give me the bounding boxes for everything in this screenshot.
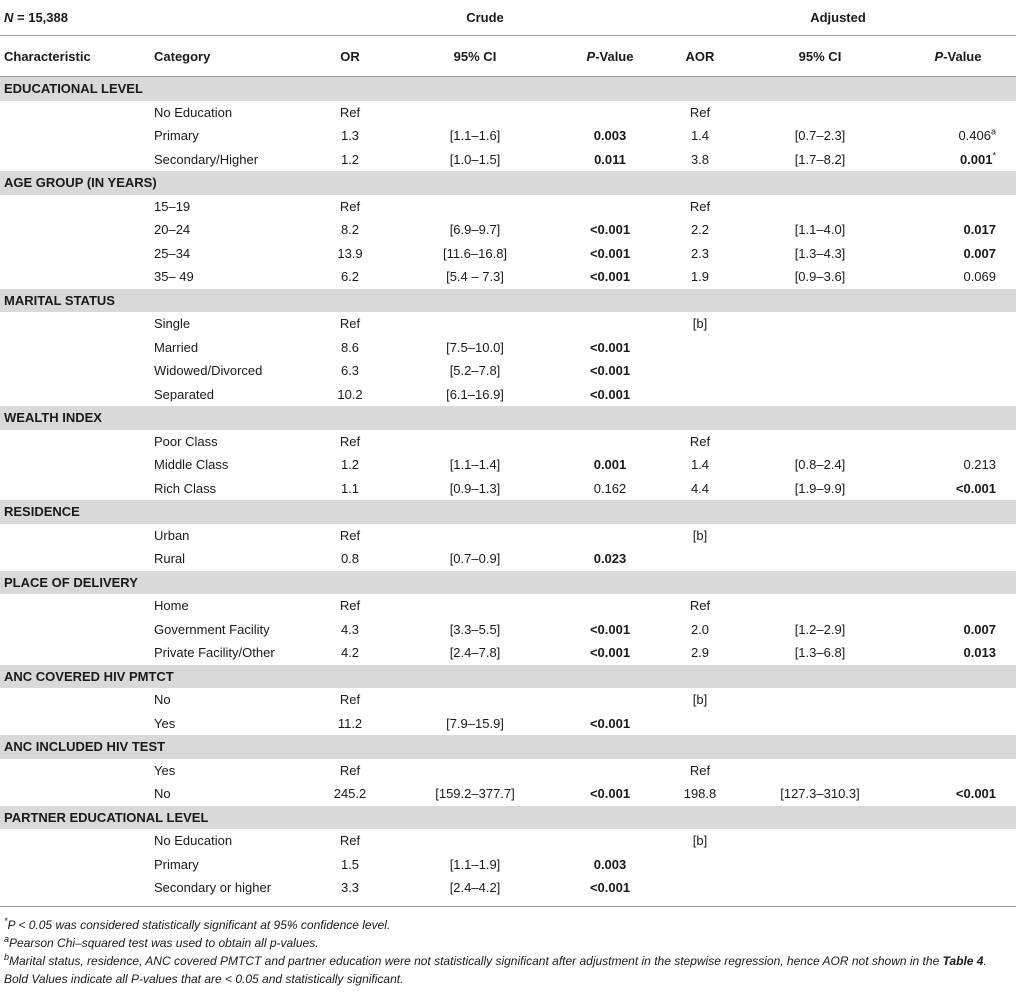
- cell-or: 4.3: [340, 621, 360, 637]
- cell-p: 0.001: [593, 457, 627, 473]
- cell-characteristic: [0, 312, 150, 336]
- footnote-a: $^a$Pearson Chi–squared test was used to obtain all p-values.: [4, 933, 319, 950]
- cell-characteristic: [0, 101, 150, 125]
- section-title: ANC INCLUDED HIV TEST: [0, 735, 1016, 759]
- cell-category: No: [154, 786, 171, 802]
- cell-p-adjusted: [900, 359, 1016, 383]
- table-row: [0, 712, 1016, 736]
- cell-characteristic: [0, 265, 150, 289]
- cell-characteristic: [0, 853, 150, 877]
- cell-p: <0.001: [589, 222, 631, 238]
- cell-ci-adjusted: [740, 383, 900, 407]
- cell-or: 0.8: [340, 551, 360, 567]
- cell-ci: [390, 829, 560, 853]
- cell-aor: 2.2: [690, 222, 710, 238]
- cell-category: Urban: [154, 527, 190, 543]
- table-row: [0, 618, 1016, 642]
- cell-p: [560, 312, 660, 336]
- cell-category: No Education: [154, 833, 233, 849]
- cell-category: Secondary/Higher: [154, 151, 259, 167]
- cell-ci: [390, 195, 560, 219]
- cell-p-adjusted: [900, 195, 1016, 219]
- cell-category: Yes: [154, 715, 176, 731]
- cell-ci: [5.2–7.8]: [449, 363, 501, 379]
- cell-ci-adjusted: [740, 876, 900, 900]
- table-row: [0, 265, 1016, 289]
- cell-ci: [11.6–16.8]: [442, 245, 508, 261]
- table-row: [0, 312, 1016, 336]
- table-row: [0, 148, 1016, 172]
- table-row: [0, 547, 1016, 571]
- cell-category: Government Facility: [154, 621, 270, 637]
- cell-p: <0.001: [589, 880, 631, 896]
- cell-or: Ref: [339, 762, 361, 778]
- cell-category: Middle Class: [154, 457, 229, 473]
- cell-category: Secondary or higher: [154, 880, 272, 896]
- table-row: [0, 101, 1016, 125]
- cell-ci: [2.4–4.2]: [449, 880, 501, 896]
- cell-ci-adjusted: [127.3–310.3]: [780, 786, 860, 802]
- table-row: [0, 383, 1016, 407]
- cell-characteristic: [0, 688, 150, 712]
- cell-p: [560, 195, 660, 219]
- cell-ci: [159.2–377.7]: [435, 786, 515, 802]
- cell-category: No Education: [154, 104, 233, 120]
- cell-p-adjusted: 0.001*: [959, 150, 997, 167]
- section-header: [0, 406, 1016, 430]
- cell-aor: 4.4: [690, 480, 710, 496]
- cell-ci-adjusted: [740, 336, 900, 360]
- cell-p: [560, 829, 660, 853]
- cell-ci-adjusted: [740, 688, 900, 712]
- cell-p: <0.001: [589, 786, 631, 802]
- cell-characteristic: [0, 383, 150, 407]
- cell-p-adjusted: <0.001: [955, 786, 997, 802]
- cell-characteristic: [0, 477, 150, 501]
- cell-characteristic: [0, 547, 150, 571]
- cell-or: 8.6: [340, 339, 360, 355]
- cell-or: 8.2: [340, 222, 360, 238]
- table-body: [0, 77, 1016, 900]
- cell-or: 4.2: [340, 645, 360, 661]
- cell-p: <0.001: [589, 621, 631, 637]
- cell-ci: [6.1–16.9]: [446, 386, 504, 402]
- cell-or: Ref: [339, 527, 361, 543]
- cell-or: Ref: [339, 433, 361, 449]
- table-row: [0, 453, 1016, 477]
- cell-ci-adjusted: [1.7–8.2]: [794, 151, 846, 167]
- cell-p: <0.001: [589, 269, 631, 285]
- section-header: [0, 806, 1016, 830]
- table-row: [0, 195, 1016, 219]
- cell-ci: [7.5–10.0]: [446, 339, 504, 355]
- cell-ci: [390, 101, 560, 125]
- cell-category: 35– 49: [154, 269, 194, 285]
- cell-p-adjusted: 0.013: [963, 645, 997, 661]
- cell-ci: [390, 524, 560, 548]
- cell-or: 10.2: [337, 386, 363, 402]
- cell-or: Ref: [339, 198, 361, 214]
- cell-or: 11.2: [337, 715, 363, 731]
- cell-aor: 3.8: [690, 151, 710, 167]
- cell-ci-adjusted: [740, 524, 900, 548]
- cell-ci-adjusted: [0.8–2.4]: [794, 457, 846, 473]
- cell-p-adjusted: [900, 853, 1016, 877]
- cell-p: [560, 430, 660, 454]
- cell-aor: [660, 547, 740, 571]
- cell-p: [560, 688, 660, 712]
- cell-aor: 1.9: [690, 269, 710, 285]
- cell-p-adjusted: [900, 430, 1016, 454]
- table-row: [0, 336, 1016, 360]
- cell-characteristic: [0, 124, 150, 148]
- col-category: Category: [150, 36, 310, 77]
- section-title: WEALTH INDEX: [0, 406, 1016, 430]
- cell-category: Home: [154, 598, 189, 614]
- cell-ci-adjusted: [740, 853, 900, 877]
- cell-category: Primary: [154, 856, 199, 872]
- cell-p: <0.001: [589, 645, 631, 661]
- cell-aor: 1.4: [690, 457, 710, 473]
- cell-p-adjusted: [900, 336, 1016, 360]
- footnote-star: *P < 0.05 was considered statistically significant at 95% confidence level.: [4, 915, 391, 932]
- cell-characteristic: [0, 641, 150, 665]
- cell-p: [560, 524, 660, 548]
- cell-p: <0.001: [589, 363, 631, 379]
- cell-p-adjusted: [900, 829, 1016, 853]
- table-row: [0, 359, 1016, 383]
- section-title: AGE GROUP (IN YEARS): [0, 171, 1016, 195]
- section-header: [0, 171, 1016, 195]
- section-title: PLACE OF DELIVERY: [0, 571, 1016, 595]
- cell-aor: Ref: [689, 598, 711, 614]
- cell-aor: [660, 712, 740, 736]
- table-row: [0, 829, 1016, 853]
- section-title: MARITAL STATUS: [0, 289, 1016, 313]
- table-row: [0, 477, 1016, 501]
- cell-p: 0.023: [593, 551, 627, 567]
- cell-aor: [660, 336, 740, 360]
- col-characteristic: Characteristic: [0, 36, 150, 77]
- cell-ci: [0.7–0.9]: [449, 551, 501, 567]
- cell-characteristic: [0, 218, 150, 242]
- cell-ci: [1.1–1.6]: [449, 128, 501, 144]
- cell-p-adjusted: [900, 101, 1016, 125]
- cell-ci-adjusted: [740, 594, 900, 618]
- cell-characteristic: [0, 336, 150, 360]
- cell-p-adjusted: <0.001: [955, 480, 997, 496]
- cell-p-adjusted: 0.213: [963, 457, 997, 473]
- col-ci-crude: 95% CI: [390, 36, 560, 77]
- cell-ci: [390, 430, 560, 454]
- cell-ci: [5.4 – 7.3]: [446, 269, 504, 285]
- cell-p-adjusted: [900, 876, 1016, 900]
- section-header: [0, 77, 1016, 101]
- cell-p: <0.001: [589, 715, 631, 731]
- table-row: [0, 759, 1016, 783]
- cell-or: 3.3: [340, 880, 360, 896]
- cell-p-adjusted: [900, 688, 1016, 712]
- cell-ci-adjusted: [1.1–4.0]: [794, 222, 846, 238]
- cell-p-adjusted: [900, 759, 1016, 783]
- cell-category: No: [154, 692, 171, 708]
- cell-p-adjusted: [900, 712, 1016, 736]
- cell-aor: 1.4: [690, 128, 710, 144]
- cell-p: 0.003: [593, 856, 627, 872]
- cell-or: 1.5: [340, 856, 360, 872]
- table-row: [0, 853, 1016, 877]
- cell-aor: [b]: [692, 692, 708, 708]
- cell-characteristic: [0, 195, 150, 219]
- cell-ci: [6.9–9.7]: [449, 222, 501, 238]
- col-p-adjusted: P-Value: [900, 36, 1016, 77]
- cell-ci: [0.9–1.3]: [449, 480, 501, 496]
- cell-ci-adjusted: [740, 829, 900, 853]
- cell-aor: Ref: [689, 762, 711, 778]
- cell-aor: [660, 876, 740, 900]
- cell-characteristic: [0, 782, 150, 806]
- cell-category: Yes: [154, 762, 176, 778]
- header-row-groups: [0, 0, 1016, 36]
- table-row: [0, 242, 1016, 266]
- cell-p-adjusted: [900, 594, 1016, 618]
- cell-characteristic: [0, 876, 150, 900]
- cell-aor: [660, 359, 740, 383]
- footnote-bold-note: Bold Values indicate all P-values that are < 0.05 and statistically significant.: [4, 971, 404, 986]
- cell-characteristic: [0, 453, 150, 477]
- cell-aor: 2.0: [690, 621, 710, 637]
- cell-category: Rural: [154, 551, 186, 567]
- cell-characteristic: [0, 524, 150, 548]
- section-title: RESIDENCE: [0, 500, 1016, 524]
- cell-or: 1.2: [340, 151, 360, 167]
- cell-category: 15–19: [154, 198, 191, 214]
- cell-p-adjusted: 0.406$^a$: [958, 126, 997, 144]
- cell-ci-adjusted: [1.3–4.3]: [794, 245, 846, 261]
- cell-category: Separated: [154, 386, 214, 402]
- table-row: [0, 876, 1016, 900]
- cell-p-adjusted: [900, 547, 1016, 571]
- cell-characteristic: [0, 430, 150, 454]
- cell-p-adjusted: [900, 312, 1016, 336]
- cell-ci: [2.4–7.8]: [449, 645, 501, 661]
- cell-or: 6.2: [340, 269, 360, 285]
- table-reference-link: Table 4: [942, 953, 984, 968]
- cell-aor: 198.8: [683, 786, 717, 802]
- cell-p: [560, 594, 660, 618]
- cell-ci: [1.1–1.4]: [449, 457, 501, 473]
- cell-ci: [390, 759, 560, 783]
- cell-aor: Ref: [689, 198, 711, 214]
- cell-aor: [b]: [692, 833, 708, 849]
- col-ci-adjusted: 95% CI: [740, 36, 900, 77]
- cell-ci: [390, 594, 560, 618]
- cell-aor: [660, 853, 740, 877]
- cell-aor: [b]: [692, 316, 708, 332]
- cell-p: 0.003: [593, 128, 627, 144]
- footnote-marker: *: [992, 150, 997, 161]
- cell-or: 245.2: [333, 786, 367, 802]
- section-header: [0, 500, 1016, 524]
- cell-category: Poor Class: [154, 433, 218, 449]
- cell-p-adjusted: 0.017: [963, 222, 997, 238]
- cell-ci-adjusted: [740, 195, 900, 219]
- cell-characteristic: [0, 712, 150, 736]
- cell-p-adjusted: [900, 524, 1016, 548]
- cell-aor: 2.9: [690, 645, 710, 661]
- cell-ci-adjusted: [740, 359, 900, 383]
- cell-aor: Ref: [689, 433, 711, 449]
- cell-characteristic: [0, 594, 150, 618]
- cell-p: <0.001: [589, 339, 631, 355]
- cell-p: <0.001: [589, 386, 631, 402]
- table-row: [0, 430, 1016, 454]
- cell-or: 1.1: [340, 480, 360, 496]
- section-title: PARTNER EDUCATIONAL LEVEL: [0, 806, 1016, 830]
- table-row: [0, 688, 1016, 712]
- cell-or: Ref: [339, 316, 361, 332]
- cell-ci: [390, 312, 560, 336]
- cell-p: 0.162: [593, 480, 627, 496]
- cell-ci-adjusted: [740, 712, 900, 736]
- cell-aor: Ref: [689, 104, 711, 120]
- section-title: ANC COVERED HIV PMTCT: [0, 665, 1016, 689]
- cell-or: 1.2: [340, 457, 360, 473]
- cell-characteristic: [0, 829, 150, 853]
- cell-ci-adjusted: [740, 101, 900, 125]
- section-header: [0, 571, 1016, 595]
- table-row: [0, 782, 1016, 806]
- adjusted-group-heading: Adjusted: [660, 0, 1016, 36]
- cell-ci-adjusted: [740, 759, 900, 783]
- cell-ci-adjusted: [740, 312, 900, 336]
- cell-p-adjusted: 0.007: [963, 621, 997, 637]
- cell-ci: [3.3–5.5]: [449, 621, 501, 637]
- cell-aor: [660, 383, 740, 407]
- cell-p: [560, 759, 660, 783]
- cell-characteristic: [0, 359, 150, 383]
- cell-category: Primary: [154, 128, 199, 144]
- cell-or: Ref: [339, 104, 361, 120]
- section-title: EDUCATIONAL LEVEL: [0, 77, 1016, 101]
- cell-aor: 2.3: [690, 245, 710, 261]
- cell-ci-adjusted: [740, 547, 900, 571]
- cell-or: Ref: [339, 598, 361, 614]
- cell-or: Ref: [339, 833, 361, 849]
- cell-or: 13.9: [337, 245, 363, 261]
- col-p-crude: P-Value: [560, 36, 660, 77]
- col-aor: AOR: [660, 36, 740, 77]
- cell-category: Married: [154, 339, 199, 355]
- table-row: [0, 641, 1016, 665]
- header-row-columns: [0, 36, 1016, 77]
- table-footnotes: [0, 906, 1016, 988]
- cell-or: Ref: [339, 692, 361, 708]
- cell-or: 6.3: [340, 363, 360, 379]
- cell-ci: [1.0–1.5]: [449, 151, 501, 167]
- cell-ci-adjusted: [740, 430, 900, 454]
- cell-characteristic: [0, 148, 150, 172]
- cell-ci: [1.1–1.9]: [449, 856, 501, 872]
- section-header: [0, 289, 1016, 313]
- cell-p: <0.001: [589, 245, 631, 261]
- cell-ci-adjusted: [1.9–9.9]: [794, 480, 846, 496]
- col-or: OR: [310, 36, 390, 77]
- cell-category: Single: [154, 316, 191, 332]
- cell-ci-adjusted: [0.7–2.3]: [794, 128, 846, 144]
- cell-category: Widowed/Divorced: [154, 363, 263, 379]
- cell-category: Private Facility/Other: [154, 645, 275, 661]
- sample-size: N = 15,388: [0, 0, 150, 36]
- cell-category: 25–34: [154, 245, 191, 261]
- footnote-b: $^b$Marital status, residence, ANC covered PMTCT and partner education were not statistically significant after adjustment in the stepwise regression, hence AOR not shown in the Table 4.: [4, 951, 987, 968]
- cell-p: [560, 101, 660, 125]
- section-header: [0, 735, 1016, 759]
- cell-p-adjusted: [900, 383, 1016, 407]
- cell-p: 0.011: [594, 151, 626, 167]
- cell-or: 1.3: [340, 128, 360, 144]
- cell-p-adjusted: 0.069: [963, 269, 997, 285]
- section-header: [0, 665, 1016, 689]
- cell-ci: [390, 688, 560, 712]
- table-row: [0, 524, 1016, 548]
- cell-ci: [7.9–15.9]: [446, 715, 504, 731]
- cell-ci-adjusted: [0.9–3.6]: [794, 269, 846, 285]
- cell-category: 20–24: [154, 222, 191, 238]
- crude-group-heading: Crude: [310, 0, 660, 36]
- footnote-marker: a: [991, 126, 997, 137]
- table-row: [0, 218, 1016, 242]
- table-row: [0, 124, 1016, 148]
- cell-characteristic: [0, 618, 150, 642]
- cell-p-adjusted: 0.007: [963, 245, 997, 261]
- cell-characteristic: [0, 759, 150, 783]
- cell-characteristic: [0, 242, 150, 266]
- cell-aor: [b]: [692, 527, 708, 543]
- cell-category: Rich Class: [154, 480, 217, 496]
- table-row: [0, 594, 1016, 618]
- cell-ci-adjusted: [1.3–6.8]: [794, 645, 846, 661]
- cell-ci-adjusted: [1.2–2.9]: [794, 621, 846, 637]
